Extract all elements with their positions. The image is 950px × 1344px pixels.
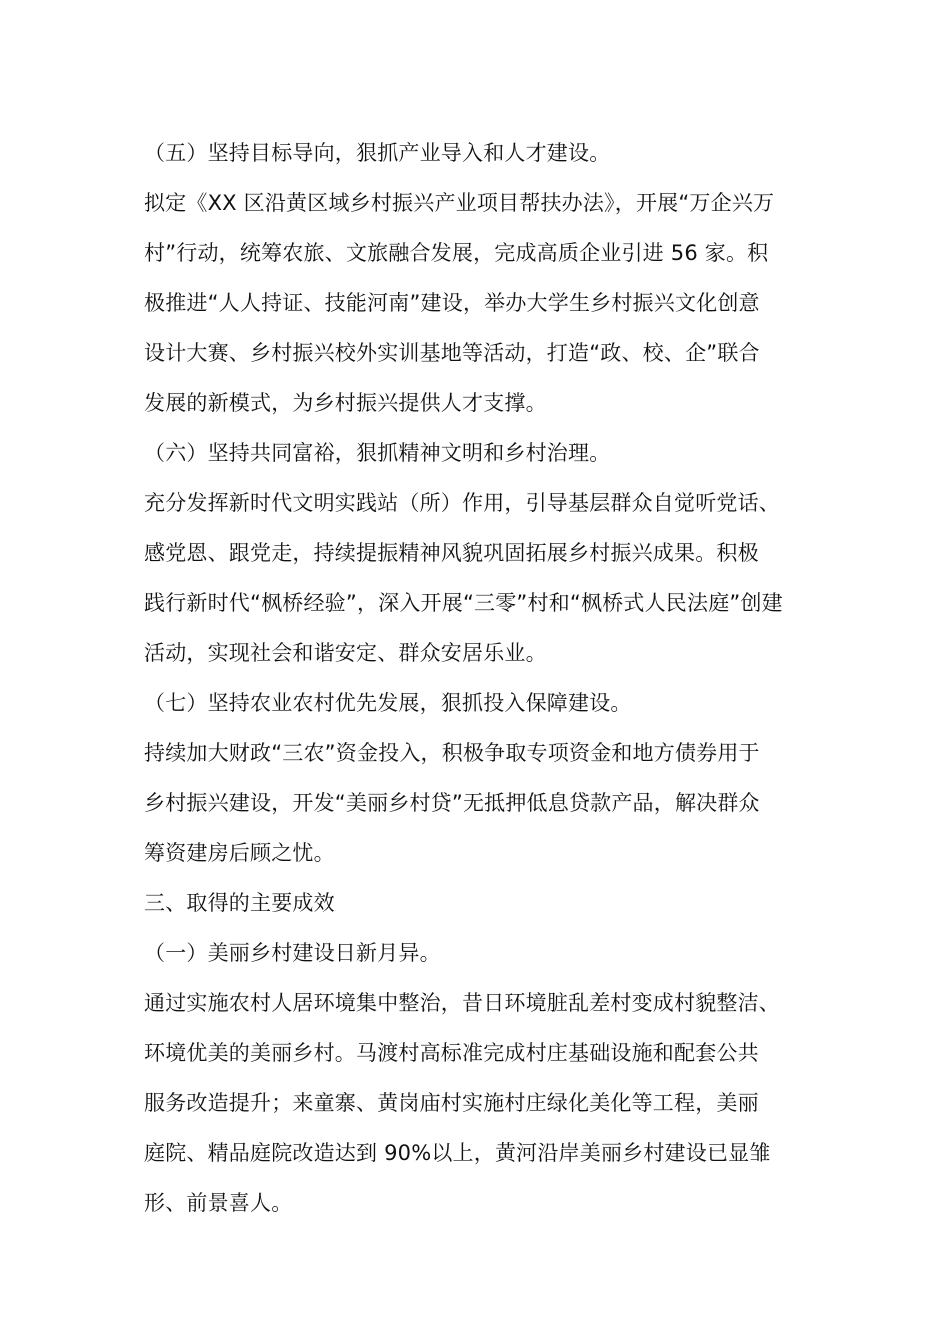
heading-six: （六）坚持共同富裕，狠抓精神文明和乡村治理。: [144, 441, 611, 465]
paragraph-line: 践行新时代“枫桥经验”，深入开展“三零”村和“枫桥式人民法庭”创建: [144, 591, 783, 615]
paragraph-line: 发展的新模式，为乡村振兴提供人才支撑。: [144, 391, 547, 415]
heading-seven: （七）坚持农业农村优先发展，狠抓投入保障建设。: [144, 691, 632, 715]
paragraph-line: 环境优美的美丽乡村。马渡村高标准完成村庄基础设施和配套公共: [144, 1041, 759, 1065]
paragraph-line: 形、前景喜人。: [144, 1191, 293, 1215]
paragraph-line: 活动，实现社会和谐安定、群众安居乐业。: [144, 641, 547, 665]
section-heading-three: 三、取得的主要成效: [144, 891, 335, 915]
heading-one: （一）美丽乡村建设日新月异。: [144, 941, 441, 965]
heading-five: （五）坚持目标导向，狠抓产业导入和人才建设。: [144, 141, 611, 165]
paragraph-line: 村”行动，统筹农旅、文旅融合发展，完成高质企业引进 56 家。积: [144, 241, 769, 265]
paragraph-line: 极推进“人人持证、技能河南”建设，举办大学生乡村振兴文化创意: [144, 291, 760, 315]
paragraph-line: 乡村振兴建设，开发“美丽乡村贷”无抵押低息贷款产品，解决群众: [144, 791, 760, 815]
document-body: [144, 128, 820, 1228]
paragraph-line: 筹资建房后顾之忧。: [144, 841, 335, 865]
paragraph-line: 充分发挥新时代文明实践站（所）作用，引导基层群众自觉听党话、: [144, 491, 780, 515]
paragraph-line: 拟定《XX 区沿黄区域乡村振兴产业项目帮扶办法》，开展“万企兴万: [144, 191, 775, 215]
paragraph-line: 庭院、精品庭院改造达到 90%以上，黄河沿岸美丽乡村建设已显雏: [144, 1141, 771, 1165]
paragraph-line: 持续加大财政“三农”资金投入，积极争取专项资金和地方债券用于: [144, 741, 760, 765]
paragraph-line: 通过实施农村人居环境集中整治，昔日环境脏乱差村变成村貌整洁、: [144, 991, 780, 1015]
paragraph-line: 设计大赛、乡村振兴校外实训基地等活动，打造“政、校、企”联合: [144, 341, 760, 365]
paragraph-line: 感党恩、跟党走，持续提振精神风貌巩固拓展乡村振兴成果。积极: [144, 541, 759, 565]
paragraph-line: 服务改造提升；来童寨、黄岗庙村实施村庄绿化美化等工程，美丽: [144, 1091, 759, 1115]
